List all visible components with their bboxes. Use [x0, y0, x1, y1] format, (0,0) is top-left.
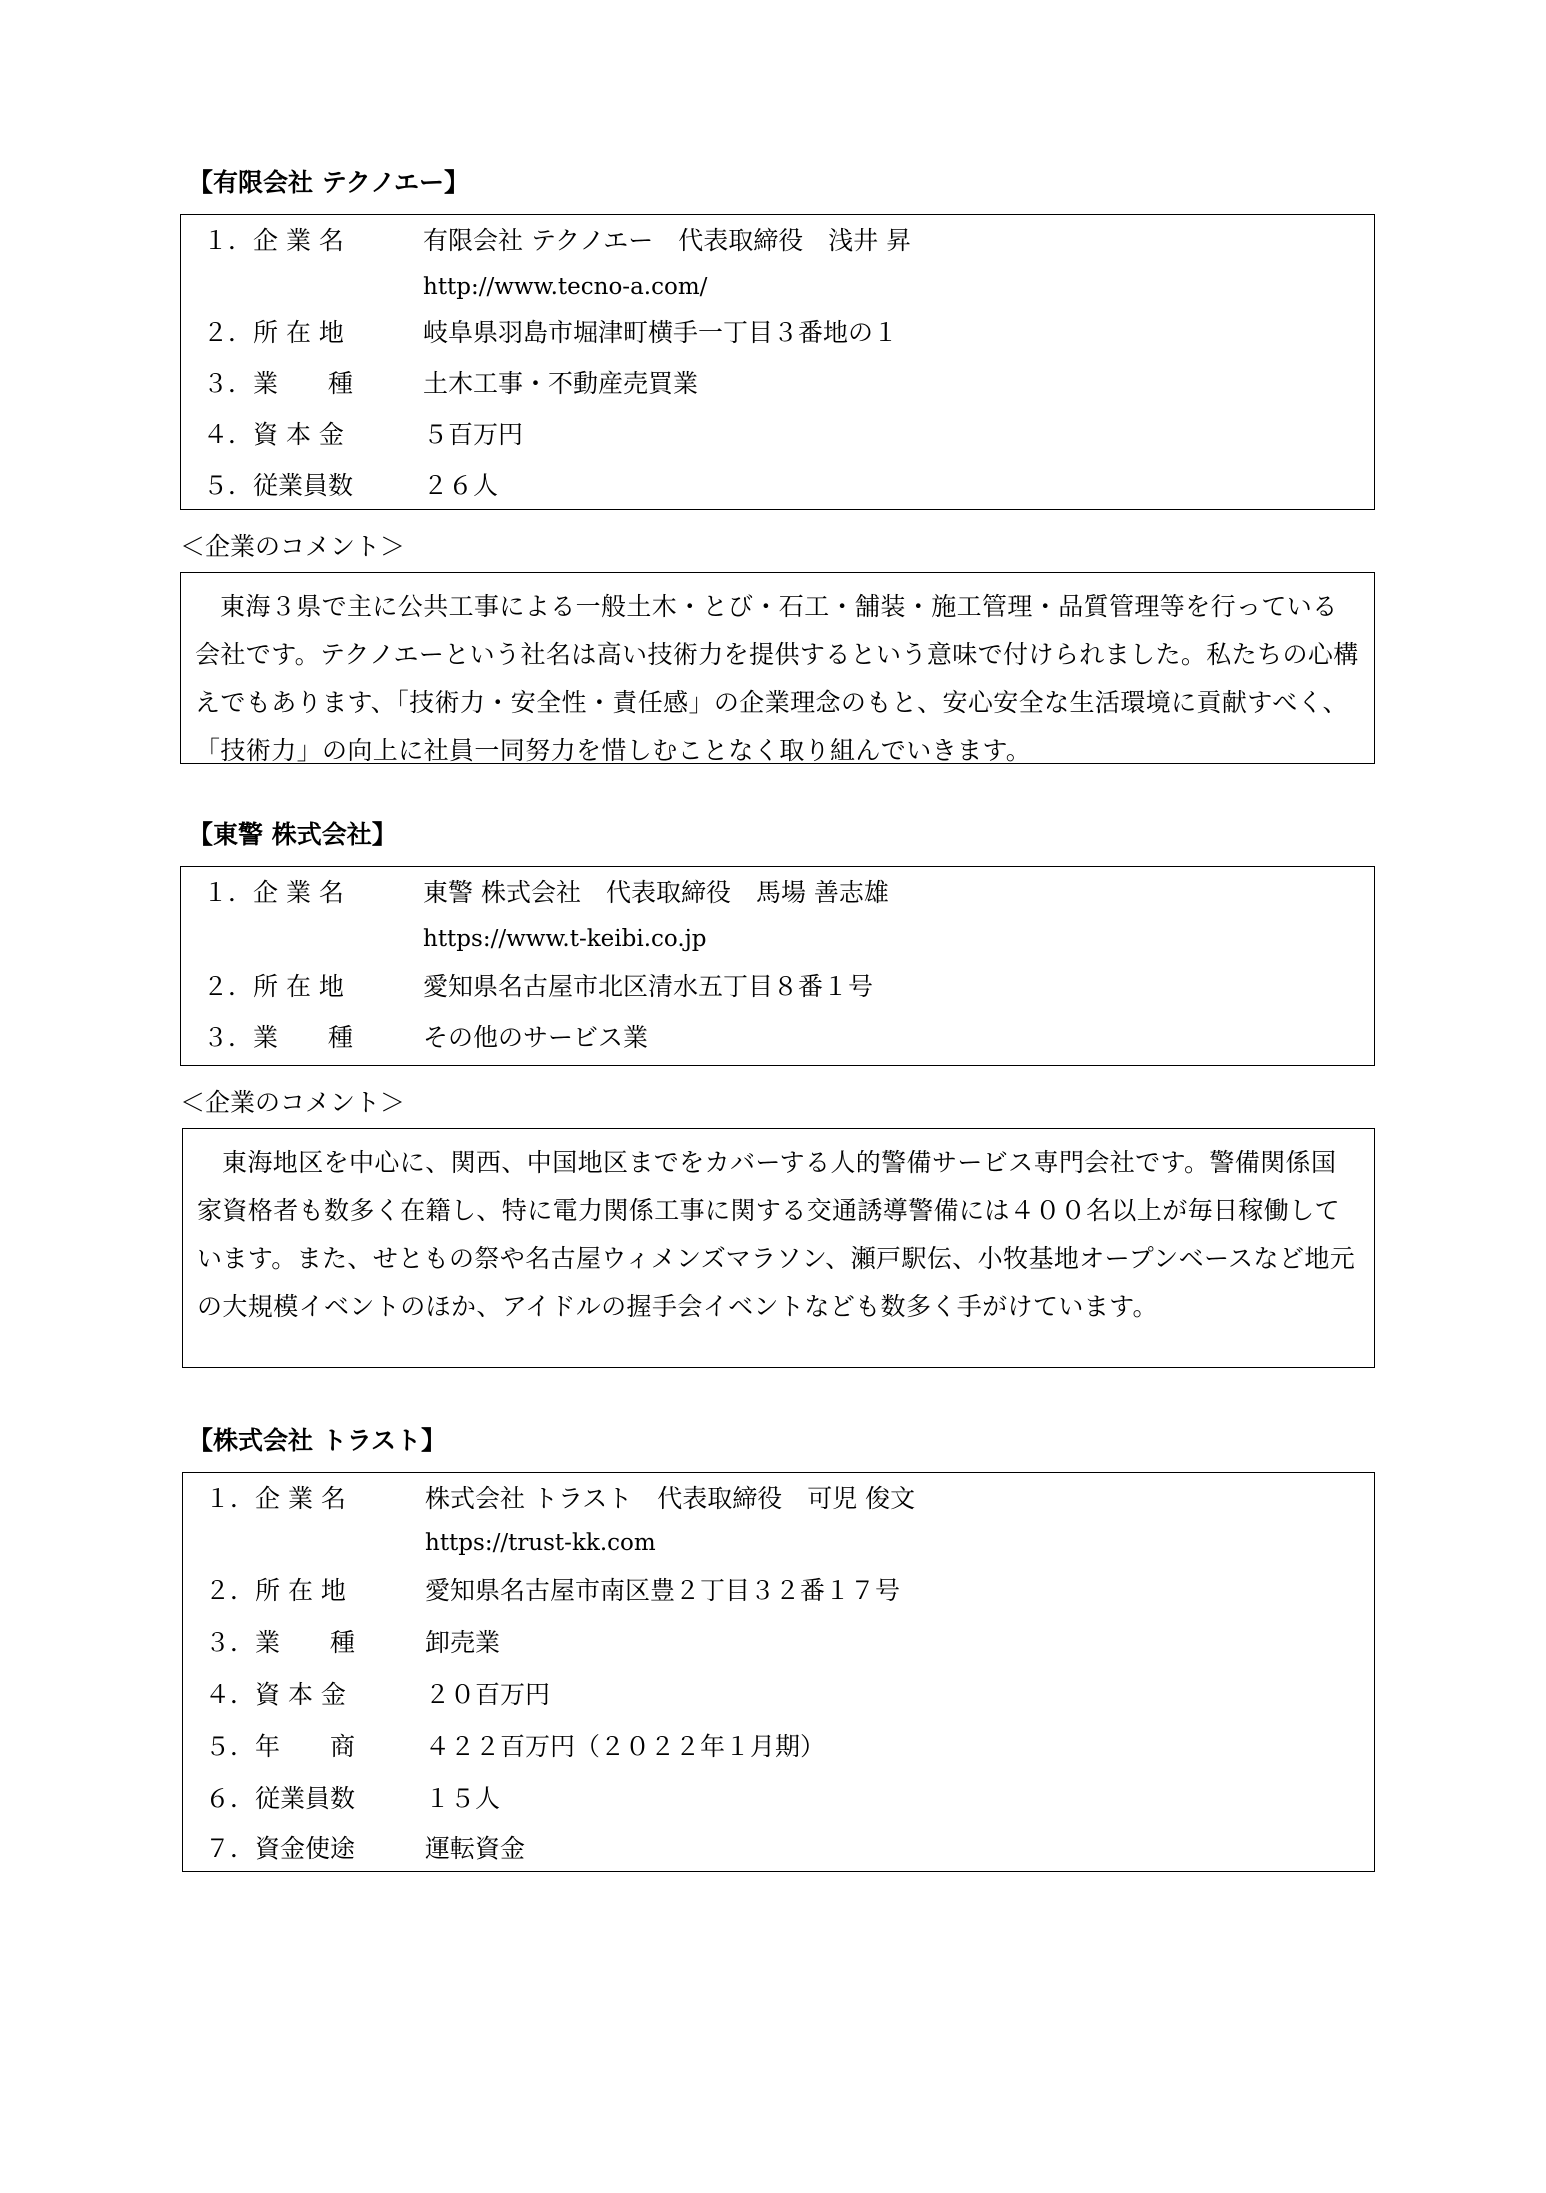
info-label: ７．資金使途: [205, 1834, 356, 1863]
company-url-link[interactable]: https://www.t-keibi.co.jp: [423, 926, 707, 952]
info-value: その他のサービス業: [423, 1023, 649, 1052]
info-label: ３．業 種: [203, 369, 354, 398]
info-label: ２．所 在 地: [203, 972, 344, 1001]
company-heading-trust: 【株式会社 トラスト】: [188, 1426, 446, 1455]
info-label: ５．従業員数: [203, 471, 354, 500]
info-label: ３．業 種: [205, 1628, 356, 1657]
info-value: 卸売業: [425, 1628, 501, 1657]
comment-label: ＜企業のコメント＞: [180, 532, 406, 561]
company-comment-text: 東海３県で主に公共工事による一般土木・とび・石工・舗装・施工管理・品質管理等を行っている会社です。テクノエーという社名は高い技術力を提供するという意味で付けられました。私たちの心構えでもあります、「技術力・安全性・責任感」の企業理念のもと、安心安全な生活環境に貢献すべく、「技術力」の向上に社員一同努力を惜しむことなく取り組んでいきます。: [195, 592, 1359, 765]
company-url-link[interactable]: http://www.tecno-a.com/: [423, 274, 708, 300]
info-label: ６．従業員数: [205, 1784, 356, 1813]
info-label: ３．業 種: [203, 1023, 354, 1052]
info-label: １．企 業 名: [205, 1484, 346, 1513]
info-label: ２．所 在 地: [203, 318, 344, 347]
comment-label: ＜企業のコメント＞: [180, 1088, 406, 1117]
info-label: ４．資 本 金: [205, 1680, 346, 1709]
info-value: 愛知県名古屋市南区豊２丁目３２番１７号: [425, 1576, 901, 1605]
company-info-box-tecno-a: [180, 214, 1375, 510]
info-label: １．企 業 名: [203, 226, 344, 255]
info-label: ４．資 本 金: [203, 420, 344, 449]
info-value: ２０百万円: [425, 1680, 551, 1709]
info-value: １５人: [425, 1784, 501, 1813]
info-value: ２６人: [423, 471, 499, 500]
company-comment-box-tokei: [182, 1128, 1375, 1368]
info-value: 有限会社 テクノエー 代表取締役 浅井 昇: [423, 226, 912, 255]
info-label: ２．所 在 地: [205, 1576, 346, 1605]
info-value: ５百万円: [423, 420, 524, 449]
company-info-box-trust: [182, 1472, 1375, 1872]
company-comment-text: 東海地区を中心に、関西、中国地区までをカバーする人的警備サービス専門会社です。警備関係国家資格者も数多く在籍し、特に電力関係工事に関する交通誘導警備には４００名以上が毎日稼働しています。また、せともの祭や名古屋ウィメンズマラソン、瀬戸駅伝、小牧基地オープンベースなど地元の大規模イベントのほか、アイドルの握手会イベントなども数多く手がけています。: [197, 1148, 1356, 1321]
company-info-box-tokei: [180, 866, 1375, 1066]
info-value: 東警 株式会社 代表取締役 馬場 善志雄: [423, 878, 889, 907]
company-heading-tecno-a: 【有限会社 テクノエー】: [188, 168, 469, 197]
company-url-link[interactable]: https://trust-kk.com: [425, 1530, 656, 1556]
info-value: 土木工事・不動産売買業: [423, 369, 699, 398]
info-value: ４２２百万円（２０２２年１月期）: [425, 1732, 826, 1761]
info-value: 岐阜県羽島市堀津町横手一丁目３番地の１: [423, 318, 899, 347]
info-label: １．企 業 名: [203, 878, 344, 907]
info-label: ５．年 商: [205, 1732, 356, 1761]
company-comment-box-tecno-a: [180, 572, 1375, 764]
info-value: 株式会社 トラスト 代表取締役 可児 俊文: [425, 1484, 916, 1513]
info-value: 運転資金: [425, 1834, 526, 1863]
info-value: 愛知県名古屋市北区清水五丁目８番１号: [423, 972, 874, 1001]
company-heading-tokei: 【東警 株式会社】: [188, 820, 397, 849]
